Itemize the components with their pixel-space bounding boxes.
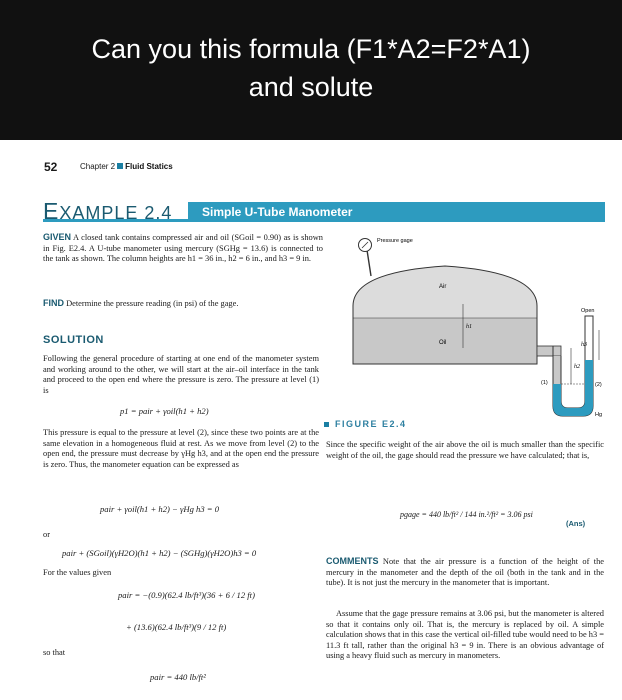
h3-label: h3: [581, 342, 587, 348]
equation-3: pair + (SGoil)(γH2O)(h1 + h2) − (SGHg)(γH2O)h3 = 0: [62, 548, 257, 558]
comments-paragraph: [326, 556, 604, 589]
question-banner: [0, 0, 622, 140]
gage-stem: [367, 250, 371, 276]
find-label: FIND: [43, 298, 64, 308]
question-line-2: and solute: [248, 72, 374, 102]
equation-4b: + (13.6)(62.4 lb/ft³)(9 / 12 ft): [126, 622, 227, 632]
find-text: Determine the pressure reading (in psi) of the gage.: [66, 299, 239, 308]
air-label: Air: [439, 284, 447, 290]
square-bullet-icon: [117, 163, 123, 169]
chapter-heading: [80, 162, 173, 171]
chapter-label: Chapter 2: [80, 162, 116, 171]
oil-label: Oil: [439, 340, 447, 346]
equation-1: p1 = pair + γoil(h1 + h2): [120, 406, 209, 416]
right-paragraph-2: Assume that the gage pressure remains at 3.06 psi, but the manometer is altered so that it contains only oil. That is, the mercury is replaced by oil. A simple calculation shows that in this case the vertical oil-filled tube would need to be h3 = 11.3 ft tall, rather than the original h3 = 9 in. There is an obvious advantage of using a heavy fluid such as mercury in manometers.: [326, 609, 604, 661]
manometer-figure: [345, 236, 605, 426]
square-bullet-icon: [324, 422, 329, 427]
example-label: EXAMPLE 2.4: [43, 198, 173, 224]
oil-in-tube: [554, 356, 561, 384]
so-that-text: so that: [43, 648, 66, 657]
h1-label: h1: [466, 324, 472, 330]
level-2-label: (2): [595, 382, 602, 388]
mercury-label: Hg: [595, 412, 603, 418]
pressure-gage-label: Pressure gage: [377, 238, 413, 244]
given-label: GIVEN: [43, 232, 72, 242]
figure-caption-label: FIGURE: [335, 419, 379, 429]
open-label: Open: [581, 308, 595, 314]
example-header: [43, 198, 605, 222]
values-given-text: For the values given: [43, 568, 112, 577]
answer-tag: (Ans): [566, 519, 586, 528]
level-1-label: (1): [541, 380, 548, 386]
page-number: 52: [44, 160, 58, 174]
equation-5: pair = 440 lb/ft²: [150, 672, 206, 682]
question-line-1: Can you this formula (F1*A2=F2*A1): [91, 34, 531, 64]
solution-paragraph-2: This pressure is equal to the pressure at level (2), since these two points are at the same elevation in a homogeneous fluid at rest. As we move from level (2) to the open end, the pressure must decrease by γHg h3, and at the open end the pressure is zero. Thus, the manometer equation can be expressed as: [43, 428, 319, 469]
comments-label: COMMENTS: [326, 556, 379, 566]
section-label: Fluid Statics: [125, 162, 173, 171]
or-text: or: [43, 530, 50, 539]
find-paragraph: [43, 298, 323, 310]
example-title: Simple U-Tube Manometer: [188, 202, 605, 222]
equation-2: pair + γoil(h1 + h2) − γHg h3 = 0: [100, 504, 220, 514]
figure-caption-id: E2.4: [382, 419, 407, 429]
equation-4a: pair = −(0.9)(62.4 lb/ft³)(36 + 6 / 12 ft): [118, 590, 255, 600]
given-paragraph: [43, 232, 323, 265]
right-paragraph-1: Since the specific weight of the air above the oil is much smaller than the specific weight of the oil, the gage should read the pressure we have calculated; that is,: [326, 440, 604, 460]
h2-label: h2: [574, 364, 580, 370]
comments-text: Note that the air pressure is a function of the height of the mercury in the manometer and the depth of the oil (both in the tank and in the tube). It is not just the mercury in the manometer that is important.: [326, 557, 605, 588]
solution-heading: SOLUTION: [43, 334, 104, 346]
solution-paragraph-1: Following the general procedure of starting at one end of the manometer system and working around to the other, we will start at the air–oil interface in the tank and proceed to the open end where the pressure is zero. The pressure at level (1) is: [43, 354, 319, 395]
given-text: A closed tank contains compressed air and oil (SGoil = 0.90) as is shown in Fig. E2.4. A U-tube manometer using mercury (SGHg = 13.6) is connected to the tank as shown. The column heights are h1 = 36 in., h2 = 6 in., and h3 = 9 in.: [43, 233, 323, 264]
gage-equation: pgage = 440 lb/ft² / 144 in.²/ft² = 3.06 psi: [400, 510, 533, 519]
connector-pipe: [537, 346, 561, 356]
figure-caption: [322, 419, 407, 429]
